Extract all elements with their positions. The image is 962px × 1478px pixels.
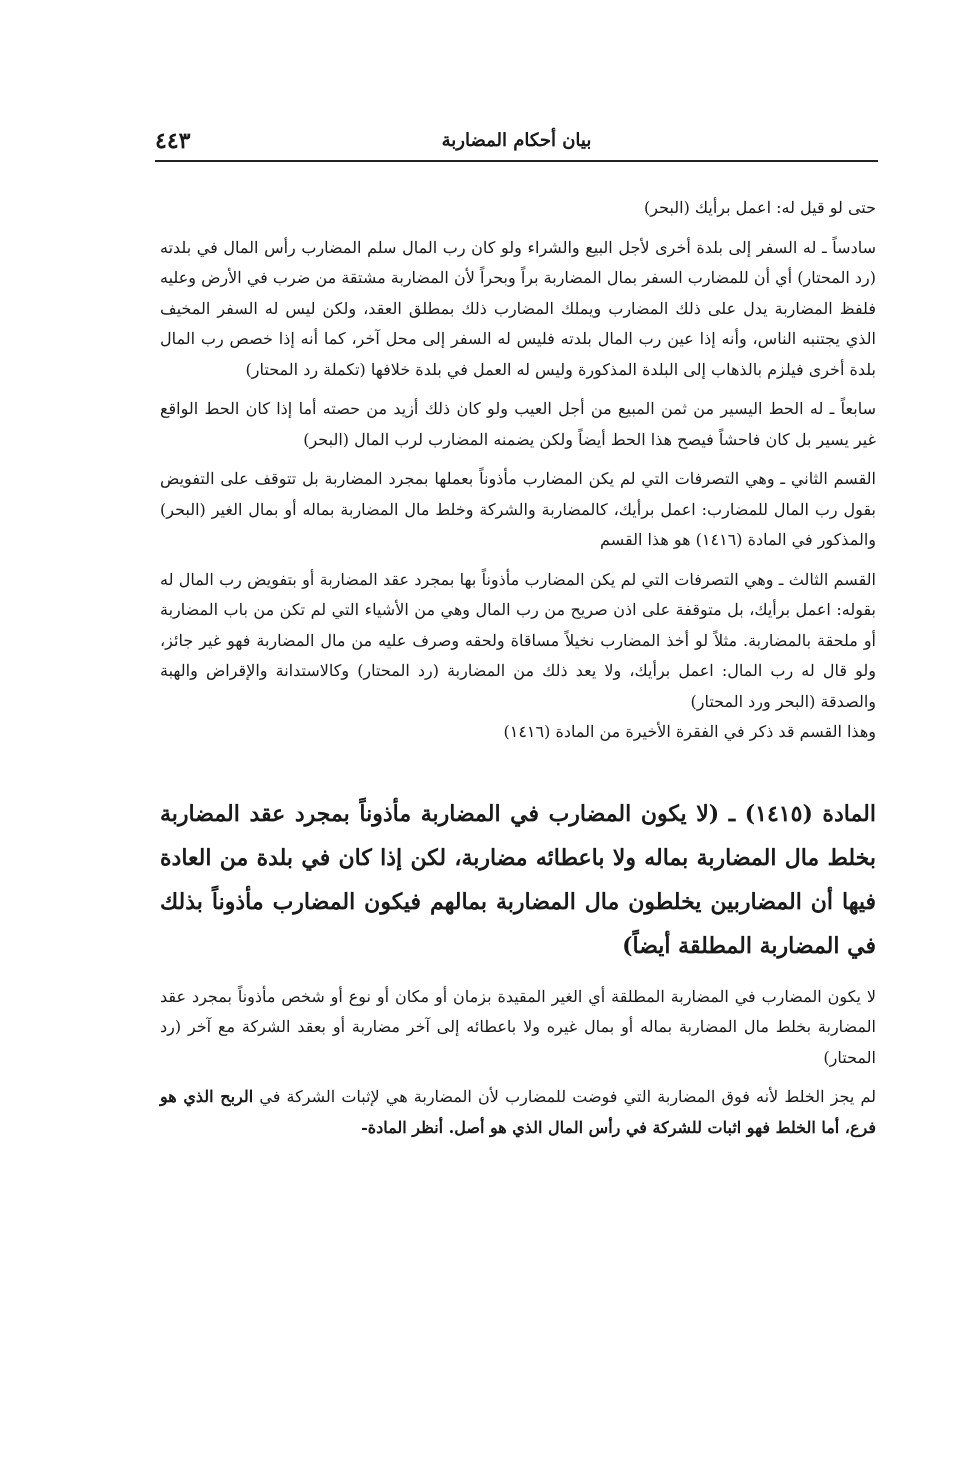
paragraph-seventh: سابعاً ـ له الحط اليسير من ثمن المبيع من أجل العيب ولو كان ذلك أزيد من حصته أما إذا كان الحط الواقع غير يسير بل كان فاحشاً فيصح هذا الحط أيضاً ولكن يضمنه المضارب لرب المال (البحر) xyxy=(160,399,876,449)
paragraph-reason xyxy=(160,1082,876,1143)
running-header-title: بيان أحكام المضاربة xyxy=(441,130,592,151)
paragraph-reason-line1: لم يجز الخلط لأنه فوق المضاربة التي فوضت للمضارب لأن المضاربة هي لإثبات الشركة في xyxy=(253,1087,876,1106)
page-body xyxy=(160,193,876,1143)
paragraph-third-section: القسم الثالث ـ وهي التصرفات التي لم يكن المضارب مأذوناً بها بمجرد عقد المضاربة أو بتفويض رب المال له بقوله: اعمل برأيك، بل متوقفة على اذن صريح من رب المال وهي من الأشياء التي لم تكن من باب المضاربة أو ملحقة بالمضاربة. مثلاً لو أخذ المضارب نخيلاً مساقاة ولحقه وصرف عليه من مال المضاربة فهو غير جائز، ولو قال له رب المال: اعمل برأيك، ولا يعد ذلك من المضاربة (رد المحتار) وكالاستدانة والإقراض والهبة والصدقة (البحر ورد المحتار) xyxy=(160,569,877,711)
paragraph-reason-line2: الربح الذي هو فرع، أما الخلط فهو اثبات للشركة في رأس المال الذي هو أصل. أنظر المادة- xyxy=(160,1087,876,1137)
paragraph-section-note: وهذا القسم قد ذكر في الفقرة الأخيرة من المادة (١٤١٦) xyxy=(503,722,876,741)
running-header xyxy=(155,128,878,158)
paragraph-continuation: حتى لو قيل له: اعمل برأيك (البحر) xyxy=(644,198,876,217)
paragraph-second-section: القسم الثاني ـ وهي التصرفات التي لم يكن المضارب مأذوناً بعملها بمجرد المضاربة بل تتوقف على التفويض بقول رب المال للمضارب: اعمل برأيك، كالمضاربة والشركة وخلط مال المضاربة بماله أو بمال الغير (البحر) والمذكور في المادة (١٤١٦) هو هذا القسم xyxy=(160,469,876,549)
paragraph-sixth: سادساً ـ له السفر إلى بلدة أخرى لأجل البيع والشراء ولو كان رب المال سلم المضارب رأس المال في بلدته (رد المحتار) أي أن للمضارب السفر بمال المضاربة براً وبحراً لأن المضاربة مشتقة من ضرب في الأرض وعليه فلفظ المضاربة يدل على ذلك المضارب ويملك المضارب ذلك بمطلق العقد، ولكن ليس له السفر المخيف الذي يجتنبه الناس، وأنه إذا عين رب المال بلدته فليس له السفر إلى محل آخر، كما أنه إذا خصص رب المال بلدة أخرى فيلزم بالذهاب إلى البلدة المذكورة وليس له العمل في بلدة خلافها (تكملة رد المحتار) xyxy=(160,237,876,379)
page-number: ٤٤٣ xyxy=(155,128,191,154)
paragraph-commentary: لا يكون المضارب في المضاربة المطلقة أي الغير المقيدة بزمان أو مكان أو نوع أو شخص مأذوناً بمجرد عقد المضاربة بخلط مال المضاربة بماله أو بمال غيره ولا باعطائه إلى آخر مضاربة أو بعقد الشركة مع آخر (رد المحتار) xyxy=(160,986,876,1067)
header-rule xyxy=(155,160,878,162)
article-1415: المادة (١٤١٥) ـ (لا يكون المضارب في المضاربة مأذوناً بمجرد عقد المضاربة بخلط مال المضاربة بماله ولا باعطائه مضاربة، لكن إذا كان في بلدة من العادة فيها أن المضاربين يخلطون مال المضاربة بمالهم فيكون المضارب مأذوناً بذلك في المضاربة المطلقة أيضاً) xyxy=(160,800,876,959)
